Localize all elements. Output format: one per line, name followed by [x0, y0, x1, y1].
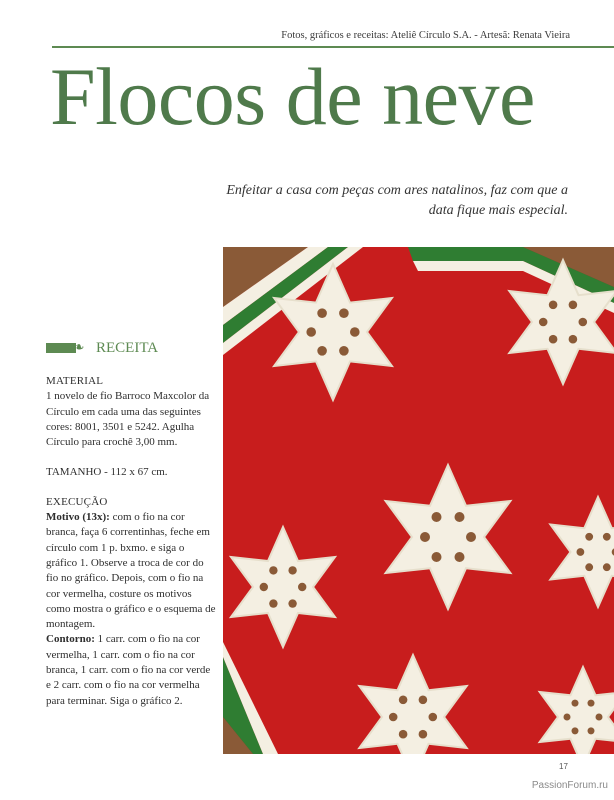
page-number: 17: [559, 762, 568, 771]
motif-gap: [577, 548, 585, 556]
motif-gap: [466, 532, 476, 542]
motif-gap: [317, 308, 327, 318]
motif-gap: [572, 727, 579, 734]
motif-gap: [585, 533, 593, 541]
motif-text: com o fio na cor branca, faça 6 correntinhas, feche em círculo com 1 p. bxmo. e siga o gráfico 1. Observe a troca de cor do fio no gráfico. Depois, com o fio na cor vermelha, costure os motivos como mostra o gráfico e o esquema de montagem.: [46, 511, 216, 631]
material-text: 1 novelo de fio Barroco Maxcolor da Círculo em cada uma das seguintes cores: 8001, 3501 e 5242. Agulha Círculo para crochê 3,00 mm.: [46, 390, 210, 449]
fleuron-icon: ❧: [72, 340, 85, 356]
motif-gap: [429, 713, 438, 722]
contour-text: 1 carr. com o fio na cor vermelha, 1 carr. com o fio na cor branca, 1 carr. com o fio na cor verde e 2 carr. com o fio na cor vermelha para terminar. Siga o gráfico 2.: [46, 633, 211, 707]
motif-gap: [260, 583, 268, 591]
motif-gap: [569, 301, 578, 310]
motif-gap: [317, 346, 327, 356]
motif-gap: [455, 512, 465, 522]
motif-gap: [539, 318, 548, 327]
motif-gap: [399, 730, 408, 739]
motif-gap: [350, 327, 360, 337]
motif-gap: [588, 700, 595, 707]
motif-gap: [288, 599, 296, 607]
motif-gap: [389, 713, 398, 722]
header-divider: [52, 46, 614, 48]
motif-gap: [306, 327, 316, 337]
credits-line: Fotos, gráficos e receitas: Ateliê Círculo S.A. - Artesã: Renata Vieira: [281, 30, 570, 41]
contour-label: Contorno:: [46, 633, 95, 646]
motif-paragraph: [46, 510, 216, 632]
size-text: TAMANHO - 112 x 67 cm.: [46, 466, 168, 479]
motif-gap: [603, 563, 611, 571]
motif-gap: [420, 532, 430, 542]
motif-gap: [399, 696, 408, 705]
motif-label: Motivo (13x):: [46, 511, 110, 524]
motif-gap: [339, 346, 349, 356]
motif-gap: [419, 696, 428, 705]
motif-gap: [269, 599, 277, 607]
motif-gap: [549, 301, 558, 310]
motif-gap: [432, 552, 442, 562]
watermark: PassionForum.ru: [531, 780, 608, 791]
motif-gap: [549, 335, 558, 344]
execution-heading: EXECUÇÃO: [46, 495, 108, 508]
contour-paragraph: [46, 632, 216, 708]
motif-gap: [585, 563, 593, 571]
material-heading: MATERIAL: [46, 375, 104, 387]
page-title: Flocos de neve: [50, 51, 535, 142]
motif-gap: [269, 566, 277, 574]
motif-gap: [564, 714, 571, 721]
motif-gap: [288, 566, 296, 574]
motif-gap: [569, 335, 578, 344]
motif-gap: [603, 533, 611, 541]
crochet-illustration: [223, 247, 614, 754]
motif-gap: [419, 730, 428, 739]
recipe-body: [46, 374, 216, 709]
motif-gap: [596, 714, 603, 721]
recipe-label: RECEITA: [96, 340, 159, 356]
subtitle: Enfeitar a casa com peças com ares natalinos, faz com que a data fique mais especial.: [226, 183, 568, 218]
motif-gap: [298, 583, 306, 591]
motif-gap: [579, 318, 588, 327]
motif-gap: [432, 512, 442, 522]
motif-gap: [339, 308, 349, 318]
motif-gap: [455, 552, 465, 562]
motif-gap: [572, 700, 579, 707]
motif-gap: [588, 727, 595, 734]
crochet-photo: [223, 247, 614, 754]
